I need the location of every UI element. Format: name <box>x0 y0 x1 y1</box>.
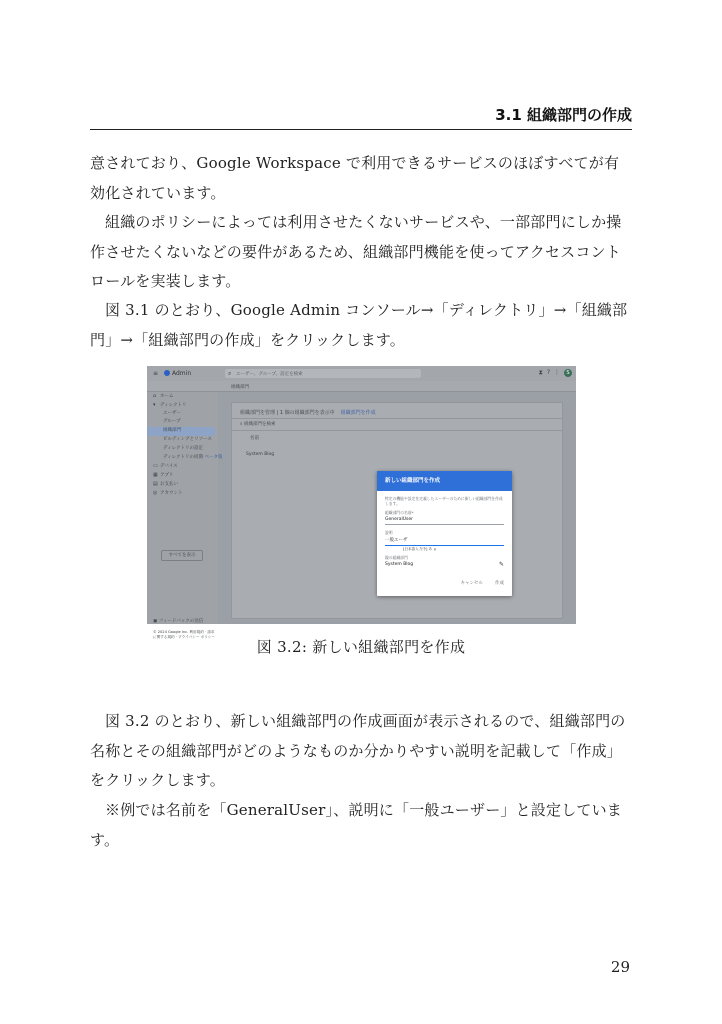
beta-badge: ベータ版 <box>204 454 223 460</box>
help-icon[interactable]: ? <box>546 369 550 376</box>
sidebar-item-directory-sync[interactable] <box>147 454 223 463</box>
breadcrumb: 組織部門 <box>231 385 249 390</box>
sidebar-item-buildings[interactable] <box>147 436 218 445</box>
create-org-unit-link[interactable]: 組織部門を作成 <box>340 410 376 416</box>
page-number: 29 <box>610 958 630 976</box>
sidebar-item-groups[interactable] <box>147 418 218 427</box>
sidebar-item-devices[interactable] <box>147 462 218 471</box>
person-icon: ▾ <box>153 401 156 408</box>
fig-main-heading-text: 組織部門を管理 | 1 個の組織部門を表示中 <box>240 410 335 416</box>
sidebar-item-label: ビルディングとリソース <box>163 436 212 442</box>
sidebar-item-label: ディレクトリ <box>160 402 187 408</box>
dialog-title: 新しい組織部門を作成 <box>377 471 512 491</box>
paragraph-2: 組織のポリシーによっては利用させたくないサービスや、一部部門にしか操作させたくないなどの要件があるため、組織部門機能を使ってアクセスコントロールを実装します。 <box>90 213 622 290</box>
section-header: 3.1 組織部門の作成 <box>495 106 632 124</box>
devices-icon: ▭ <box>153 463 158 470</box>
pencil-icon[interactable]: ✎ <box>498 561 504 568</box>
search-icon: ⌕ <box>240 422 244 427</box>
feedback-link[interactable] <box>153 618 203 624</box>
fig-search-box[interactable] <box>225 369 421 378</box>
cancel-button[interactable]: キャンセル <box>460 581 483 586</box>
home-icon: ⌂ <box>153 393 157 399</box>
hourglass-icon[interactable]: ⧗ <box>538 369 543 376</box>
sidebar-item-label: グループ <box>163 419 181 425</box>
google-admin-logo-icon <box>164 370 170 376</box>
sidebar-item-label: ディレクトリの同期 <box>163 454 204 460</box>
fig-topbar <box>147 366 576 382</box>
fig-search-placeholder: ユーザー、グループ、設定を検索 <box>236 372 303 377</box>
fig-footer: © 2024 Google Inc. 利用規約 · 請求に関する規約 · プライバシー ポリシー <box>153 630 215 639</box>
parent-org-unit-label: 親の組織部門 <box>385 555 408 560</box>
ime-toolbar: [日本語入力中] あ ぁ <box>403 547 437 551</box>
sidebar-item-label: ディレクトリの設定 <box>163 445 204 451</box>
dialog-description: 特定の機能や設定を定義したユーザーのために新しい組織部門を作成します。 <box>385 496 503 506</box>
description-field[interactable]: 一般ユーザ <box>385 536 504 546</box>
dialog-actions <box>461 580 505 586</box>
fig-main-heading <box>240 409 376 416</box>
paragraph-5: ※例では名前を「GeneralUser」、説明に「一般ユーザー」と設定しています。 <box>90 801 622 849</box>
sidebar-item-label: 組織部門 <box>163 428 181 434</box>
sidebar-item-org-units[interactable] <box>147 427 216 436</box>
create-button[interactable]: 作成 <box>495 581 504 586</box>
parent-org-unit-value: System Blog <box>385 562 414 567</box>
apps-icon: ▦ <box>153 472 158 479</box>
org-unit-name-field[interactable]: GeneralUser <box>385 516 504 525</box>
sidebar-item-label: アプリ <box>160 473 174 479</box>
sidebar-item-home[interactable] <box>147 392 218 401</box>
sidebar-item-users[interactable] <box>147 410 218 419</box>
sidebar-item-label: ユーザー <box>163 410 181 416</box>
org-unit-search-placeholder: 組織部門を検索 <box>243 422 276 427</box>
billing-icon: ▤ <box>153 480 158 487</box>
show-more-button[interactable]: すべてを表示 <box>161 550 203 561</box>
org-unit-search[interactable] <box>232 418 562 431</box>
paragraph-4: 図 3.2 のとおり、新しい組織部門の作成画面が表示されるので、組織部門の名称とその組織部門がどのようなものか分かりやすい説明を記載して「作成」をクリックします。 <box>90 712 626 789</box>
column-header-name: 名前 <box>250 436 259 441</box>
new-org-unit-dialog <box>377 471 512 596</box>
paragraph-1: 意されており、Google Workspace で利用できるサービスのほぼすべてが有効化されています。 <box>90 154 620 202</box>
sidebar-item-account[interactable] <box>147 489 218 498</box>
sidebar-item-label: デバイス <box>160 464 178 470</box>
feedback-icon: ▣ <box>153 619 159 624</box>
header-rule <box>90 129 632 130</box>
paragraph-3: 図 3.1 のとおり、Google Admin コンソール→「ディレクトリ」→「組織部門」→「組織部門の作成」をクリックします。 <box>90 301 628 349</box>
search-icon: ⌕ <box>228 370 232 377</box>
figure-admin-console-screenshot <box>147 366 576 639</box>
sidebar-item-directory[interactable] <box>147 401 218 410</box>
apps-grid-icon[interactable]: ⋮ <box>554 369 560 376</box>
fig-top-icons <box>539 369 572 377</box>
sidebar-item-label: ホーム <box>160 394 174 399</box>
sidebar-item-label: お支払い <box>160 481 178 487</box>
table-row[interactable]: System Blog <box>246 452 275 457</box>
sidebar-item-label: アカウント <box>160 490 183 496</box>
figure-caption: 図 3.2: 新しい組織部門を作成 <box>256 638 466 656</box>
parent-org-unit-section <box>385 555 504 569</box>
description-label: 説明 <box>385 530 393 535</box>
fig-app-name: Admin <box>172 370 192 377</box>
fig-main-panel <box>231 402 563 619</box>
fig-sidebar <box>147 392 223 639</box>
sidebar-item-apps[interactable] <box>147 471 218 480</box>
account-icon: ◎ <box>153 489 158 496</box>
sidebar-item-billing[interactable] <box>147 480 218 489</box>
sidebar-item-directory-settings[interactable] <box>147 445 218 454</box>
feedback-label: フィードバックの送信 <box>158 619 204 624</box>
org-unit-name-label: 組織部門の名前* <box>385 510 414 515</box>
menu-icon[interactable]: ≡ <box>153 370 159 377</box>
avatar[interactable]: S <box>564 369 572 377</box>
fig-breadcrumb-bar <box>147 381 576 392</box>
